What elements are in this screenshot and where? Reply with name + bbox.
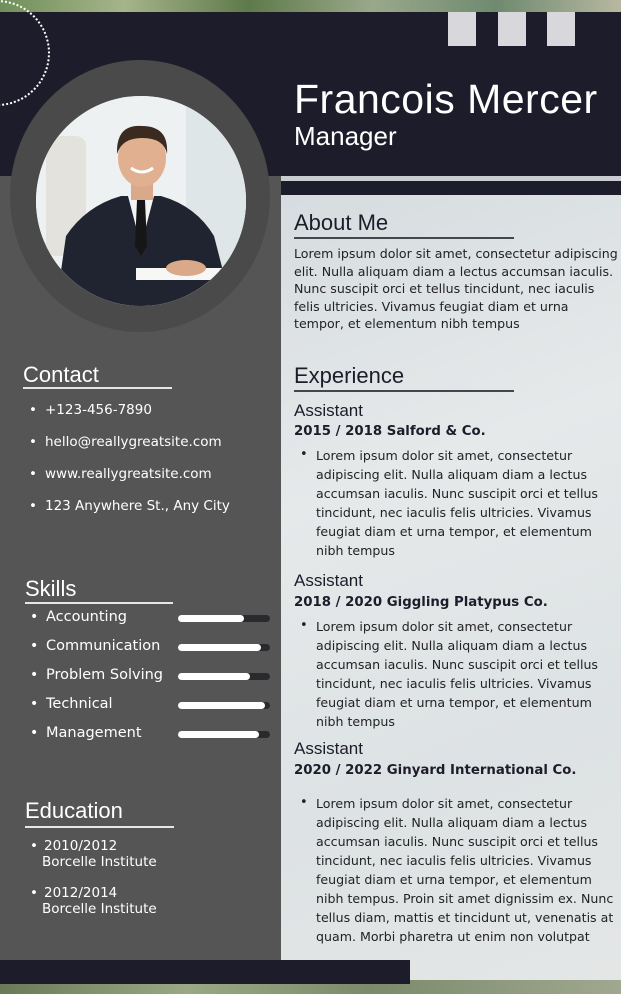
bullet: • xyxy=(30,696,39,712)
skill-bar-fill xyxy=(178,731,259,738)
skill-row xyxy=(30,638,275,658)
header-underband xyxy=(281,181,621,195)
skill-bar-fill xyxy=(178,702,265,709)
about-heading: About Me xyxy=(294,210,389,235)
skill-label: Technical xyxy=(46,696,113,712)
skill-label: Problem Solving xyxy=(46,667,163,683)
bullet: • xyxy=(300,447,308,462)
bullet: • xyxy=(30,725,39,741)
skill-bar-fill xyxy=(178,644,261,651)
job-description: Lorem ipsum dolor sit amet, consectetur adipiscing elit. Nulla aliquam diam a lectus accumsan iaculis. Nunc suscipit orci et tellus tincidunt, nec iaculis felis ultricies. Vivamus feugiat diam et urna tempor, et elementum nibh tempus xyxy=(316,619,598,729)
contact-address: • 123 Anywhere St., Any City xyxy=(25,498,230,514)
skill-label: Communication xyxy=(46,638,161,654)
skill-row xyxy=(30,725,275,745)
about-text: Lorem ipsum dolor sit amet, consectetur adipiscing elit. Nulla aliquam diam a lectus accumsan iaculis. Nunc suscipit orci et tellus tincidunt, nec iaculis felis ultricies. Vivamus feugiat diam et urna tempor, et elementum nibh tempus xyxy=(294,246,618,331)
bullet: • xyxy=(300,618,308,633)
person-name: Francois Mercer xyxy=(294,76,598,122)
contact-rule xyxy=(23,387,172,389)
skills-rule xyxy=(25,602,173,604)
contact-phone[interactable]: • +123-456-7890 xyxy=(25,402,230,418)
job-description: Lorem ipsum dolor sit amet, consectetur adipiscing elit. Nulla aliquam diam a lectus accumsan iaculis. Nunc suscipit orci et tellus tincidunt, nec iaculis felis ultricies. Vivamus feugiat diam et urna tempor, et elementum nibh tempus. Proin sit amet dignissim ex. Nunc tellus diam, mattis et tincidunt ut, venenatis at quam. Morbi pharetra ut enim non volutpat xyxy=(316,796,614,944)
education-heading: Education xyxy=(25,798,123,823)
job-meta: 2020 / 2022 Ginyard International Co. xyxy=(294,763,577,778)
education-years: • 2010/2012 xyxy=(30,838,157,854)
experience-rule xyxy=(294,390,514,392)
contact-email[interactable]: • hello@reallygreatsite.com xyxy=(25,434,230,450)
skill-label: Accounting xyxy=(46,609,127,625)
job-title: Assistant xyxy=(294,571,363,590)
about-rule xyxy=(294,237,514,239)
decor-square xyxy=(448,12,476,46)
background-foliage-top xyxy=(0,0,621,12)
skill-row xyxy=(30,696,275,716)
skill-bar xyxy=(178,702,270,709)
bullet: • xyxy=(30,609,39,625)
job-title: Assistant xyxy=(294,739,363,758)
job-meta: 2018 / 2020 Giggling Platypus Co. xyxy=(294,595,548,610)
job-meta: 2015 / 2018 Salford & Co. xyxy=(294,424,486,439)
education-item xyxy=(30,885,157,917)
skills-heading: Skills xyxy=(25,576,77,601)
skill-bar-fill xyxy=(178,673,250,680)
bullet: • xyxy=(300,795,308,810)
skill-bar xyxy=(178,731,270,738)
skill-label: Management xyxy=(46,725,142,741)
education-institution: Borcelle Institute xyxy=(42,901,157,917)
job-title: Assistant xyxy=(294,401,363,420)
skill-row xyxy=(30,609,275,629)
footer-bar xyxy=(0,960,410,984)
experience-heading: Experience xyxy=(294,363,405,388)
education-years: • 2012/2014 xyxy=(30,885,157,901)
decor-square xyxy=(547,12,575,46)
person-role: Manager xyxy=(294,121,397,151)
education-rule xyxy=(25,826,174,828)
contact-heading: Contact xyxy=(23,362,99,387)
skill-bar xyxy=(178,673,270,680)
education-institution: Borcelle Institute xyxy=(42,854,157,870)
education-item xyxy=(30,838,157,870)
contact-list xyxy=(25,402,230,514)
profile-photo xyxy=(36,96,246,306)
contact-website[interactable]: • www.reallygreatsite.com xyxy=(25,466,230,482)
person-illustration xyxy=(36,96,246,306)
bullet: • xyxy=(30,638,39,654)
skill-bar-fill xyxy=(178,615,244,622)
skill-bar xyxy=(178,644,270,651)
skill-bar xyxy=(178,615,270,622)
job-description: Lorem ipsum dolor sit amet, consectetur adipiscing elit. Nulla aliquam diam a lectus accumsan iaculis. Nunc suscipit orci et tellus tincidunt, nec iaculis felis ultricies. Vivamus feugiat diam et urna tempor, et elementum nibh tempus xyxy=(316,448,598,558)
decor-square xyxy=(498,12,526,46)
bullet: • xyxy=(30,667,39,683)
skill-row xyxy=(30,667,275,687)
